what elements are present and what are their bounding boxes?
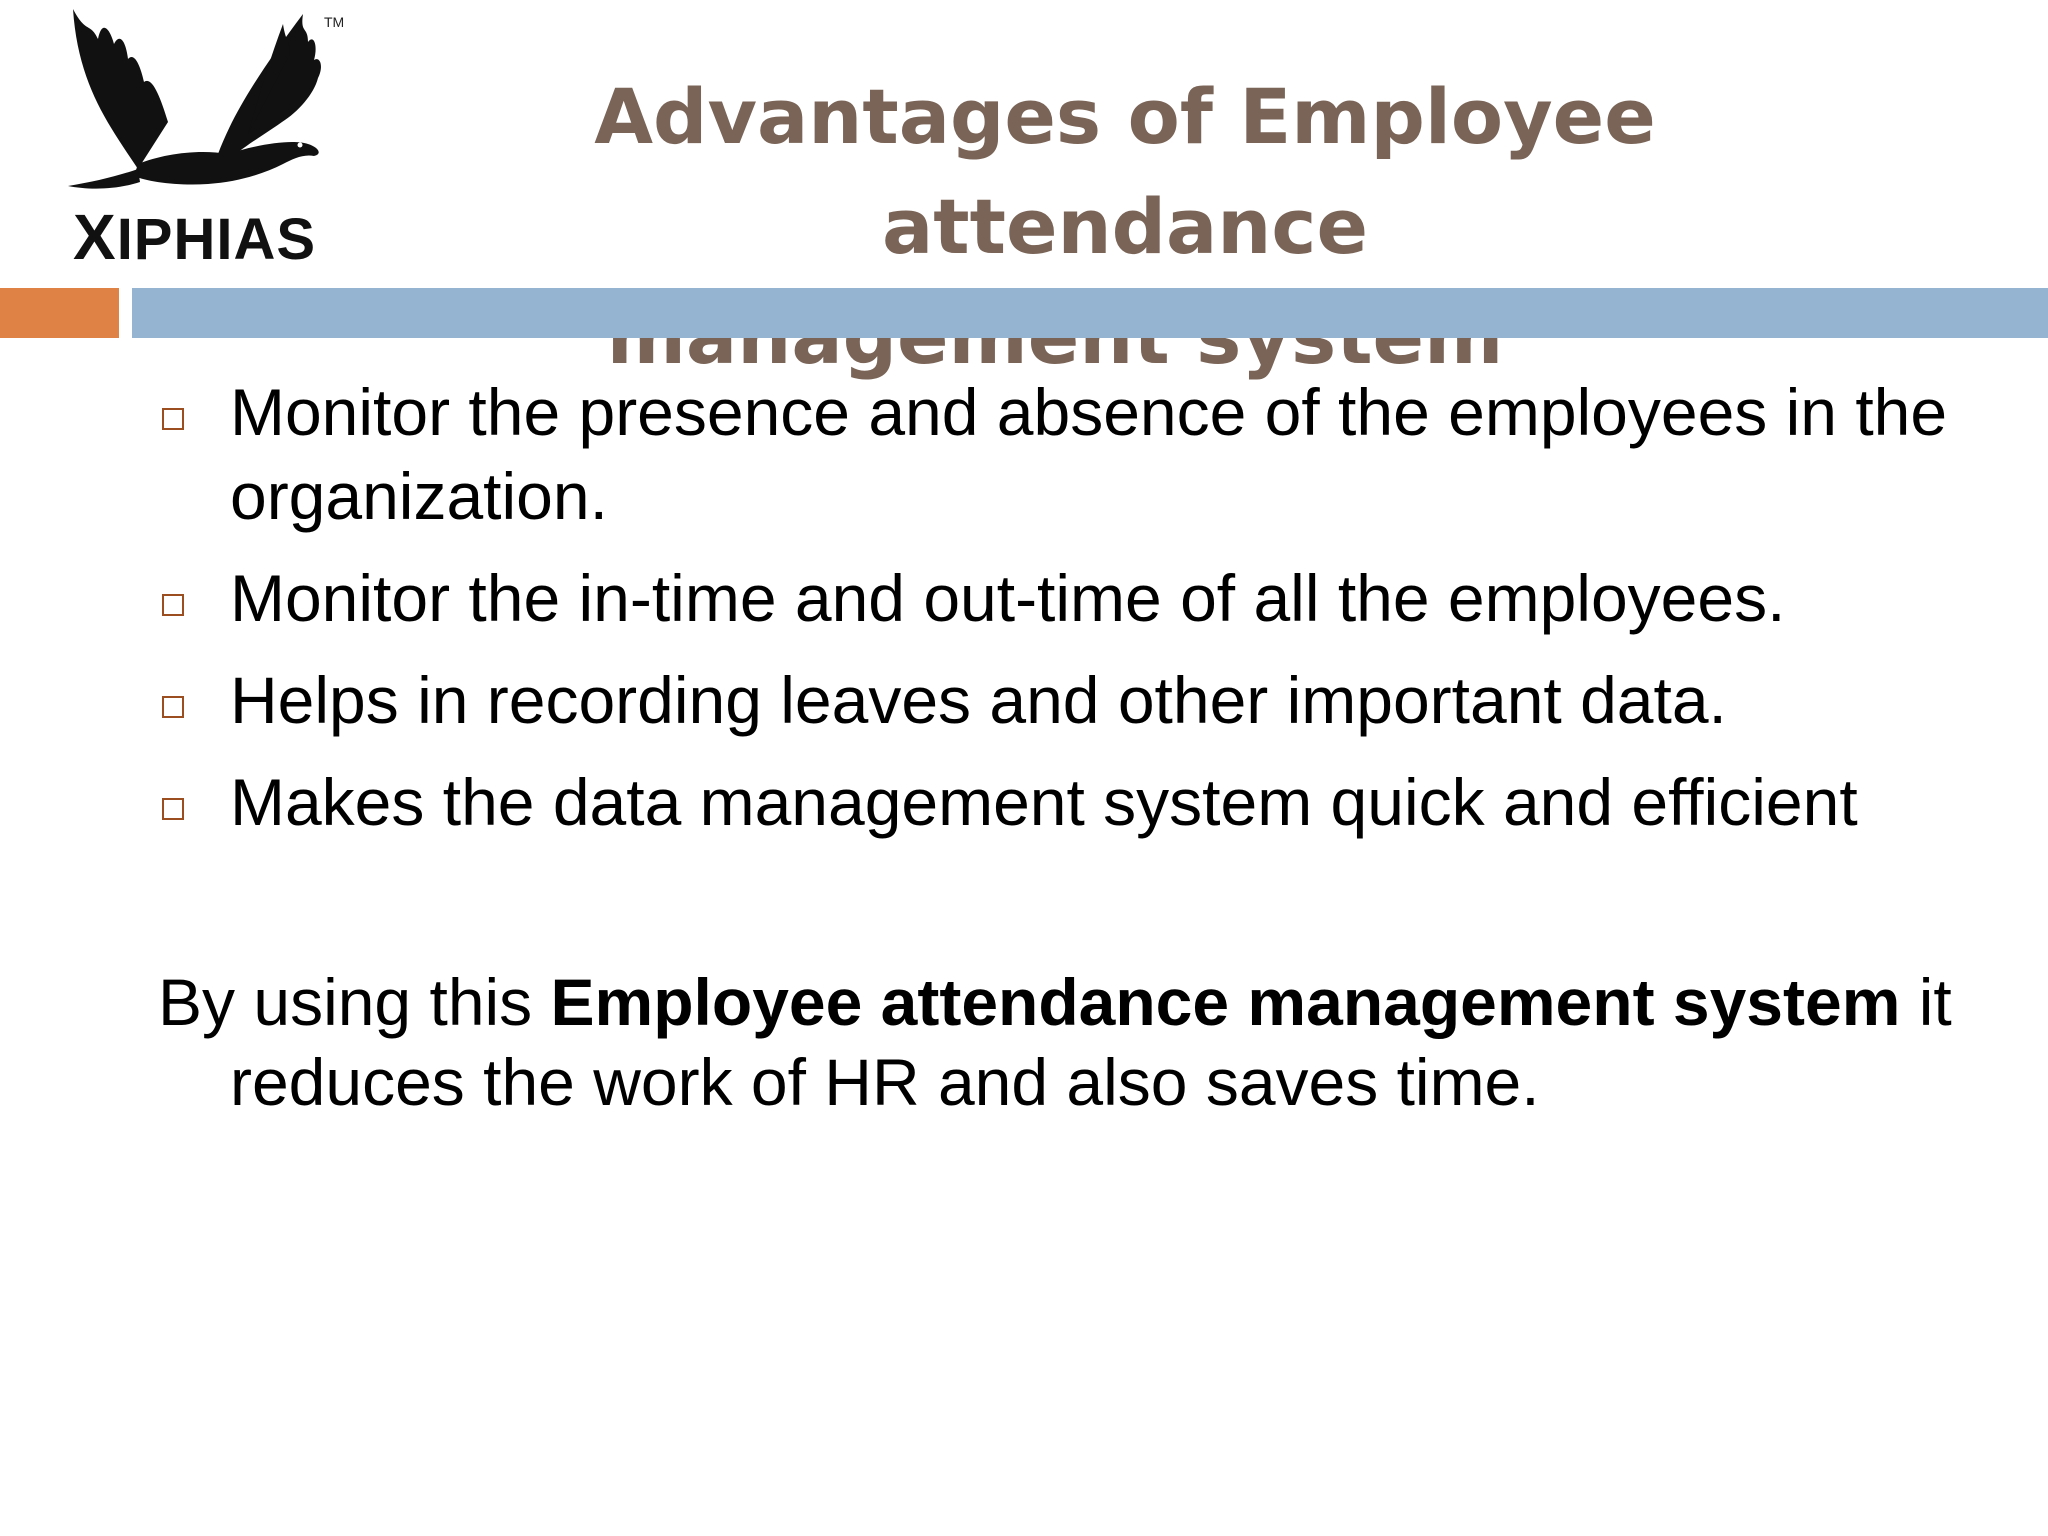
square-bullet-icon [162, 594, 184, 616]
summary-paragraph: By using this Employee attendance management system it reduces the work of HR and also saves time. [158, 965, 1952, 1119]
trademark: TM [324, 14, 345, 30]
logo [68, 4, 348, 273]
list-item: Helps in recording leaves and other important data. [162, 658, 2022, 742]
accent-bar-blue [132, 288, 2048, 338]
bullet-list [162, 370, 2022, 862]
logo-wordmark: XIPHIAS [73, 201, 317, 273]
list-item: Monitor the in-time and out-time of all the employees. [162, 556, 2022, 640]
slide-title [440, 62, 1920, 392]
eagle-icon [68, 4, 328, 204]
square-bullet-icon [162, 696, 184, 718]
square-bullet-icon [162, 408, 184, 430]
list-item: Makes the data management system quick and efficient [162, 760, 2022, 844]
slide-title-line-1: Advantages of Employee attendance [594, 72, 1656, 271]
list-item: Monitor the presence and absence of the employees in the organization. [162, 370, 2022, 538]
accent-bar-orange [0, 288, 119, 338]
summary-bold-term: Employee attendance management system [550, 965, 1901, 1039]
square-bullet-icon [162, 798, 184, 820]
